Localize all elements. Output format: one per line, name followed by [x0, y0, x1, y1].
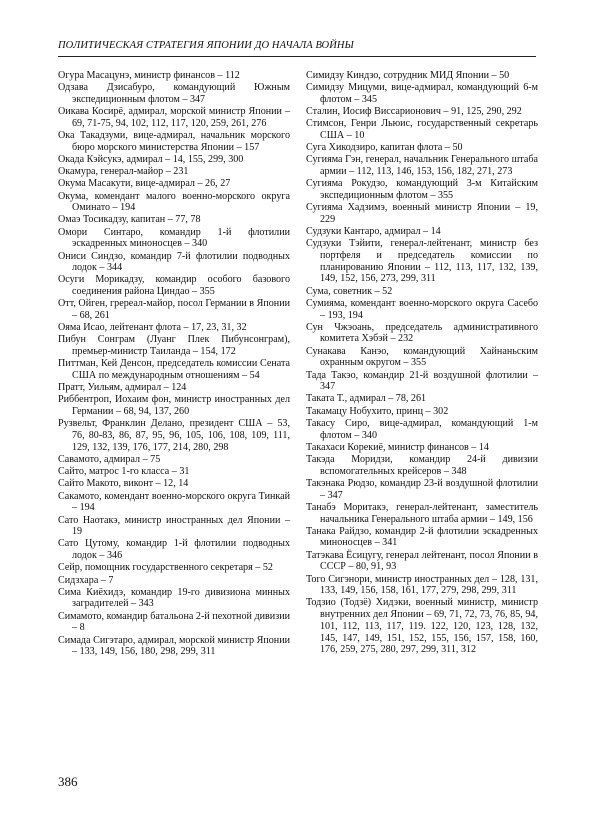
- index-entry: Сидзхара – 7: [58, 574, 114, 586]
- index-entry: Такахаси Корекиё, министр финансов – 14: [306, 441, 489, 453]
- index-entry: Симидзу Киндзо, сотрудник МИД Японии – 50: [306, 70, 510, 81]
- index-entry: Сталин, Иосиф Виссарионович – 91, 125, 290, 292: [306, 106, 522, 118]
- index-entry: Одзава Дзисабуро, командующий Южным экспедиционным флотом – 347: [58, 82, 290, 105]
- page-number: 386: [58, 774, 78, 789]
- index-entry: Татэкава Ёсицугу, генерал лейтенант, посол Японии в СССР – 80, 91, 93: [306, 549, 538, 573]
- index-entry: Савамото, адмирал – 75: [58, 454, 161, 465]
- index-entry: Такэда Моридзи, командир 24-й дивизии вспомогательных крейсеров – 348: [306, 454, 538, 477]
- index-entry: Окума, комендант малого военно-морского округа Оминато – 194: [58, 190, 290, 214]
- index-entry: Сима Киёхидэ, командир 19-го дивизиона минных заградителей – 343: [58, 586, 290, 610]
- index-entry: Сун Чжэоань, председатель административного комитета Хэбэй – 232: [306, 321, 538, 345]
- index-entry: Рузвельт, Франклин Делано, президент США – 53, 76, 80-83, 86, 87, 95, 96, 105, 106, 108, 109, 111, 129, 132, 139, 176, 177, 214, 280, 298: [58, 418, 290, 453]
- index-entry: Стимсон, Генри Льюис, государственный секретарь США – 10: [306, 118, 538, 142]
- index-column-right: [306, 70, 538, 656]
- index-entry: Сато Цутому, командир 1-й флотилии подводных лодок – 346: [58, 538, 290, 562]
- index-entry: Сато Наотакэ, министр иностранных дел Японии – 19: [58, 514, 290, 538]
- index-entry: Окамура, генерал-майор – 231: [58, 166, 189, 178]
- index-entry: Сакамото, комендант военно-морского округа Тинкай – 194: [58, 490, 290, 514]
- index-entry: Тада Такэо, командир 21-й воздушной флотилии – 347: [306, 369, 538, 393]
- header-rule: [58, 56, 536, 57]
- index-entry: Отт, Ойген, гререал-майор, посол Германии в Японии – 68, 261: [58, 298, 290, 322]
- index-entry: Риббентроп, Иохаим фон, министр иностранных дел Германии – 68, 94, 137, 260: [58, 394, 290, 418]
- index-entry: Омори Синтаро, командир 1-й флотилии эскадренных миноносцев – 340: [58, 226, 290, 250]
- index-entry: Осуги Морикадзу, командир особого базового соединения района Циндао – 355: [58, 274, 290, 298]
- index-entry: Танака Райдзо, командир 2-й флотилии эскадренных миноносцев – 341: [306, 525, 538, 549]
- index-entry: Суга Хикодзиро, капитан флота – 50: [306, 142, 463, 154]
- index-entry: Сейр, помощник государственного секретаря – 52: [58, 562, 273, 574]
- index-entry: Сунакава Канэо, командующий Хайнаньским охранным округом – 355: [306, 345, 538, 369]
- index-entry: Симидзу Мицуми, вице-адмирал, командующий 6-м флотом – 345: [306, 82, 538, 105]
- index-entry: Сума, советник – 52: [306, 285, 393, 297]
- index-entry: Такэнака Рюдзо, командир 23-й воздушной флотилии – 347: [306, 477, 538, 501]
- index-entry: Пибун Сонграм (Луанг Плек Пибунсонграм), премьер-министр Таиланда – 154, 172: [58, 334, 290, 358]
- index-entry: Сугияма Гэн, генерал, начальник Генерального штаба армии – 112, 113, 146, 153, 156, 182, 271, 273: [306, 154, 538, 178]
- index-entry: Сайто Макото, виконт – 12, 14: [58, 478, 189, 490]
- index-entry: Тодзио (Тодзё) Хидэки, военный министр, министр внутренних дел Японии – 69, 71, 72, 73, 76, 85, 94, 101, 112, 113, 117, 119. 122, 120, 123, 128, 132, 145, 147, 149, 151, 152, 155, 156, 157, 158, 160, 176, 259, 275, 280, 297, 299, 311, 312: [306, 597, 538, 656]
- index-entry: Сайто, матрос 1-го класса – 31: [58, 466, 190, 478]
- index-entry: Таката Т., адмирал – 78, 261: [306, 393, 427, 405]
- index-entry: Такамацу Нобухито, принц – 302: [306, 405, 449, 417]
- index-entry: Окада Кэйсукэ, адмирал – 14, 155, 299, 300: [58, 153, 244, 165]
- running-header: ПОЛИТИЧЕСКАЯ СТРАТЕГИЯ ЯПОНИИ ДО НАЧАЛА ВОЙНЫ: [58, 40, 354, 51]
- index-entry: Судзуки Кантаро, адмирал – 14: [306, 226, 441, 238]
- index-entry: Ока Такадзуми, вице-адмирал, начальник морского бюро морского министерства Японии – 157: [58, 130, 290, 153]
- index-column-left: [58, 70, 290, 658]
- index-entry: Сугияма Рокудзо, командующий 3-м Китайским экспедиционным флотом – 355: [306, 178, 538, 202]
- index-entry: Ояма Исао, лейтенант флота – 17, 23, 31, 32: [58, 322, 247, 334]
- index-entry: Питтман, Кей Денсон, председатель комиссии Сената США по международным отношениям – 54: [58, 358, 290, 382]
- index-entry: Пратт, Уильям, адмирал – 124: [58, 382, 187, 394]
- index-entry: Оикава Косирё, адмирал, морской министр Японии – 69, 71-75, 94, 102, 112, 117, 120, 259, 261, 276: [58, 106, 290, 129]
- index-entry: Симада Сигэтаро, адмирал, морской министр Японии – 133, 149, 156, 180, 298, 299, 311: [58, 634, 290, 658]
- index-entry: Сумияма, комендант военно-морского округа Сасебо – 193, 194: [306, 297, 538, 321]
- index-entry: Танабэ Моритакэ, генерал-лейтенант, заместитель начальника Генерального штаба армии – 149, 156: [306, 501, 538, 525]
- index-entry: Омаэ Тосикадзу, капитан – 77, 78: [58, 214, 201, 226]
- index-entry: Судзуки Тэйити, генерал-лейтенант, министр без портфеля и председатель комиссии по планированию Японии – 112, 113, 117, 132, 139, 149, 152, 156, 273, 299, 311: [306, 238, 538, 285]
- index-entry: Сугияма Хадзимэ, военный министр Японии – 19, 229: [306, 202, 538, 225]
- index-entry: Ониси Синдзо, командир 7-й флотилии подводных лодок – 344: [58, 250, 290, 274]
- index-entry: Такасу Сиро, вице-адмирал, командующий 1-м флотом – 340: [306, 417, 538, 441]
- index-entry: Окума Масакути, вице-адмирал – 26, 27: [58, 178, 231, 190]
- index-entry: Огура Масацунэ, министр финансов – 112: [58, 70, 240, 81]
- index-entry: Симамото, командир батальона 2-й пехотной дивизии – 8: [58, 610, 290, 634]
- index-entry: Того Сигэнори, министр иностранных дел – 128, 131, 133, 149, 156, 158, 161, 177, 279, 298, 299, 311: [306, 573, 538, 597]
